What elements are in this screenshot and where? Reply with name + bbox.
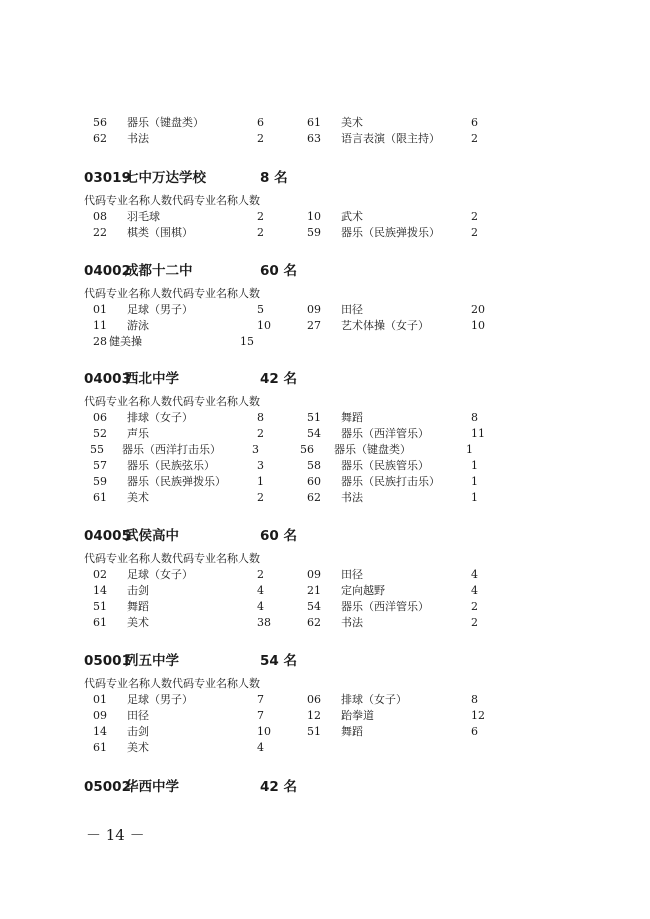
table-row	[0, 458, 650, 474]
major-cell: 击剑	[127, 584, 149, 597]
major-cell: 器乐（民族弹拨乐）	[341, 226, 440, 239]
code-cell: 02	[93, 568, 107, 581]
count-cell: 6	[471, 116, 478, 129]
count-cell: 12	[471, 709, 485, 722]
code-cell: 54	[307, 600, 321, 613]
code-cell: 62	[93, 132, 107, 145]
school-name: 成都十二中	[125, 263, 193, 279]
major-cell: 足球（女子）	[127, 568, 193, 581]
table-row	[0, 302, 650, 318]
count-cell: 8	[471, 411, 478, 424]
code-cell: 28	[93, 335, 107, 348]
table-row	[0, 583, 650, 599]
page-number: － 14 －	[86, 826, 145, 844]
school-code: 04005	[84, 528, 131, 544]
count-cell: 2	[257, 226, 264, 239]
table-row	[0, 692, 650, 708]
code-cell: 51	[93, 600, 107, 613]
code-cell: 01	[93, 303, 107, 316]
count-cell: 4	[471, 584, 478, 597]
major-cell: 声乐	[127, 427, 149, 440]
count-cell: 2	[471, 616, 478, 629]
school-name: 武侯高中	[125, 528, 179, 544]
major-cell: 武术	[341, 210, 363, 223]
code-cell: 60	[307, 475, 321, 488]
major-cell: 足球（男子）	[127, 303, 193, 316]
count-cell: 1	[466, 443, 473, 456]
school-name: 七中万达学校	[125, 170, 206, 186]
column-header: 代码专业名称人数代码专业名称人数	[84, 677, 260, 690]
count-cell: 20	[471, 303, 485, 316]
major-cell: 艺术体操（女子）	[341, 319, 429, 332]
major-cell: 舞蹈	[127, 600, 149, 613]
code-cell: 06	[93, 411, 107, 424]
count-cell: 2	[471, 132, 478, 145]
school-code: 04002	[84, 263, 131, 279]
code-cell: 59	[93, 475, 107, 488]
count-cell: 1	[471, 459, 478, 472]
major-cell: 排球（女子）	[341, 693, 407, 706]
major-cell: 器乐（民族管乐）	[341, 459, 429, 472]
major-cell: 器乐（民族弦乐）	[127, 459, 215, 472]
code-cell: 58	[307, 459, 321, 472]
major-cell: 书法	[341, 616, 363, 629]
major-cell: 语言表演（限主持）	[341, 132, 440, 145]
count-cell: 7	[257, 709, 264, 722]
major-cell: 定向越野	[341, 584, 385, 597]
major-cell: 书法	[341, 491, 363, 504]
count-cell: 4	[257, 741, 264, 754]
major-cell: 舞蹈	[341, 725, 363, 738]
count-cell: 7	[257, 693, 264, 706]
code-cell: 21	[307, 584, 321, 597]
major-cell: 器乐（键盘类）	[127, 116, 204, 129]
school-heading	[84, 526, 344, 546]
count-cell: 6	[471, 725, 478, 738]
school-code: 04003	[84, 371, 131, 387]
school-heading	[84, 777, 344, 797]
major-cell: 田径	[341, 568, 363, 581]
column-header: 代码专业名称人数代码专业名称人数	[84, 395, 260, 408]
major-cell: 美术	[127, 491, 149, 504]
code-cell: 59	[307, 226, 321, 239]
code-cell: 62	[307, 616, 321, 629]
count-cell: 2	[471, 226, 478, 239]
code-cell: 27	[307, 319, 321, 332]
count-cell: 3	[257, 459, 264, 472]
count-cell: 2	[257, 427, 264, 440]
major-cell: 羽毛球	[127, 210, 160, 223]
code-cell: 12	[307, 709, 321, 722]
major-cell: 器乐（西洋管乐）	[341, 600, 429, 613]
code-cell: 61	[93, 741, 107, 754]
major-cell: 器乐（西洋管乐）	[341, 427, 429, 440]
code-cell: 63	[307, 132, 321, 145]
code-cell: 61	[93, 491, 107, 504]
count-cell: 10	[257, 725, 271, 738]
school-code: 03019	[84, 170, 131, 186]
table-row	[0, 615, 650, 631]
school-quota: 42 名	[260, 779, 297, 795]
school-heading	[84, 168, 344, 188]
table-row	[0, 225, 650, 241]
column-header: 代码专业名称人数代码专业名称人数	[84, 552, 260, 565]
code-cell: 61	[93, 616, 107, 629]
count-cell: 10	[471, 319, 485, 332]
code-cell: 57	[93, 459, 107, 472]
code-cell: 61	[307, 116, 321, 129]
major-cell: 健美操	[109, 335, 142, 348]
code-cell: 56	[93, 116, 107, 129]
major-cell: 器乐（键盘类）	[334, 443, 411, 456]
count-cell: 2	[257, 132, 264, 145]
count-cell: 2	[257, 210, 264, 223]
count-cell: 6	[257, 116, 264, 129]
count-cell: 15	[240, 335, 254, 348]
count-cell: 4	[471, 568, 478, 581]
school-name: 列五中学	[125, 653, 179, 669]
school-heading	[84, 369, 344, 389]
table-row	[0, 209, 650, 225]
major-cell: 游泳	[127, 319, 149, 332]
count-cell: 10	[257, 319, 271, 332]
school-quota: 54 名	[260, 653, 297, 669]
code-cell: 08	[93, 210, 107, 223]
count-cell: 1	[471, 491, 478, 504]
code-cell: 09	[307, 568, 321, 581]
code-cell: 56	[300, 443, 314, 456]
major-cell: 器乐（民族弹拨乐）	[127, 475, 226, 488]
school-name: 华西中学	[125, 779, 179, 795]
code-cell: 14	[93, 584, 107, 597]
code-cell: 51	[307, 725, 321, 738]
school-code: 05002	[84, 779, 131, 795]
table-row	[0, 426, 650, 442]
code-cell: 06	[307, 693, 321, 706]
major-cell: 棋类（围棋）	[127, 226, 193, 239]
table-row	[0, 410, 650, 426]
code-cell: 10	[307, 210, 321, 223]
major-cell: 美术	[341, 116, 363, 129]
major-cell: 器乐（民族打击乐）	[341, 475, 440, 488]
school-quota: 60 名	[260, 263, 297, 279]
count-cell: 38	[257, 616, 271, 629]
major-cell: 排球（女子）	[127, 411, 193, 424]
table-row	[0, 567, 650, 583]
code-cell: 54	[307, 427, 321, 440]
count-cell: 8	[257, 411, 264, 424]
code-cell: 55	[90, 443, 104, 456]
count-cell: 2	[471, 210, 478, 223]
code-cell: 09	[307, 303, 321, 316]
major-cell: 美术	[127, 741, 149, 754]
school-heading	[84, 651, 344, 671]
count-cell: 5	[257, 303, 264, 316]
major-cell: 器乐（西洋打击乐）	[122, 443, 221, 456]
code-cell: 14	[93, 725, 107, 738]
count-cell: 1	[257, 475, 264, 488]
table-row	[0, 474, 650, 490]
count-cell: 2	[471, 600, 478, 613]
table-row	[0, 442, 650, 458]
column-header: 代码专业名称人数代码专业名称人数	[84, 287, 260, 300]
table-row	[0, 334, 650, 350]
major-cell: 击剑	[127, 725, 149, 738]
code-cell: 62	[307, 491, 321, 504]
major-cell: 田径	[341, 303, 363, 316]
column-header: 代码专业名称人数代码专业名称人数	[84, 194, 260, 207]
school-quota: 60 名	[260, 528, 297, 544]
count-cell: 11	[471, 427, 485, 440]
table-row	[0, 115, 650, 131]
table-row	[0, 131, 650, 147]
school-code: 05001	[84, 653, 131, 669]
table-row	[0, 740, 650, 756]
code-cell: 51	[307, 411, 321, 424]
table-row	[0, 599, 650, 615]
count-cell: 4	[257, 584, 264, 597]
school-name: 西北中学	[125, 371, 179, 387]
school-quota: 8 名	[260, 170, 288, 186]
major-cell: 田径	[127, 709, 149, 722]
code-cell: 22	[93, 226, 107, 239]
table-row	[0, 490, 650, 506]
major-cell: 跆拳道	[341, 709, 374, 722]
count-cell: 3	[252, 443, 259, 456]
count-cell: 1	[471, 475, 478, 488]
major-cell: 舞蹈	[341, 411, 363, 424]
code-cell: 11	[93, 319, 107, 332]
table-row	[0, 724, 650, 740]
table-row	[0, 708, 650, 724]
count-cell: 8	[471, 693, 478, 706]
code-cell: 52	[93, 427, 107, 440]
count-cell: 2	[257, 491, 264, 504]
major-cell: 书法	[127, 132, 149, 145]
major-cell: 美术	[127, 616, 149, 629]
count-cell: 2	[257, 568, 264, 581]
code-cell: 09	[93, 709, 107, 722]
major-cell: 足球（男子）	[127, 693, 193, 706]
school-quota: 42 名	[260, 371, 297, 387]
count-cell: 4	[257, 600, 264, 613]
code-cell: 01	[93, 693, 107, 706]
table-row	[0, 318, 650, 334]
school-heading	[84, 261, 344, 281]
